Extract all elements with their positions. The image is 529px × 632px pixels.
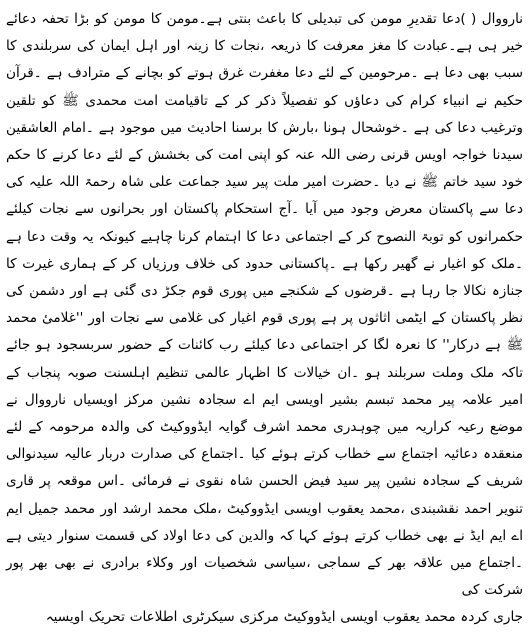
article-body: نارووال ( )دعا تقدیرِ مومن کی تبدیلی کا باعث بنتی ہے۔مومن کا مومن کو بڑا تحفہ دعائے خیر ہی ہے۔عبادت کا مغز معرفت کا ذریعہ ،نجات کا زینہ اور اہل ایمان کی سربلندی کا سبب بھی دعا ہے ۔مرحومین کے لئے دعا مغفرت غرق ہوتے کو بچانے کے مترادف ہے ۔قرآن حکیم نے انبیاء کرام کی دعاؤں کو تفصیلاً ذکر کر کے تاقیامت امت محمدی ﷺ کو تلقین وترغیب دعا کی ہے ۔خوشحال ہونا ،بارش کا برسنا احادیث میں موجود ہے ۔امام العاشقین سیدنا خواجہ اویس قرنی رضی اللہ عنہ کو اپنی امت کی بخشش کے لئے دعا کرنے کا حکم خود سید خاتم ﷺ نے دیا ۔حضرت امیر ملت پیر سید جماعت علی شاہ رحمۃ اللہ علیہ کی دعا سے پاکستان معرض وجود میں آیا ۔آج استحکام پاکستان اور بحرانوں سے نجات کیلئے حکمرانوں کو توبۃ النصوح کر کے اجتماعی دعا کا اہتمام کرنا چاہیے کیونکہ یہ وقت دعا ہے ۔ملک کو اغیار نے گھیر رکھا ہے ۔پاکستانی حدود کی خلاف ورزیاں کر کے ہماری غیرت کا جنازہ نکالا جا رہا ہے ۔قرضوں کے شکنجے میں پوری قوم جکڑ دی گئی ہے اور دشمن کی نظر پاکستان کے ایٹمی اثاثوں پر ہے پوری قوم اغیار کی غلامی سے نجات اور ''غلامیٔ محمد ﷺ ہے درکار'' کا نعرہ لگا کر اجتماعی دعا کیلئے رب کائنات کے حضور سربسجود ہو جائے تاکہ ملک وملت سربلند ہو ۔ان خیالات کا اظہار عالمی تنظیم اہلسنت صوبہ پنجاب کے امیر علامہ پیر محمد تبسم بشیر اویسی ایم اے سجادہ نشین مرکز اویسیاں نارووال نے موضع رعیہ کراریہ میں چوہدری محمد اشرف گوایہ ایڈووکیٹ کی والدہ مرحومہ کے لئے منعقدہ دعائیہ اجتماع سے خطاب کرتے ہوئے کیا ۔اجتماع کی صدارت دربار عالیہ سیدنوالی شریف کے سجادہ نشین پیر سید فیض الحسن شاہ نقوی نے فرمائی ۔اس موقعہ پر قاری تنویر احمد نقشبندی ،محمد یعقوب اویسی ایڈووکیٹ ،ملک محمد ارشد اور محمد جمیل ایم اے ایم ایڈ نے بھی خطاب کرتے ہوئے کہا کہ والدین کی دعا اولاد کی قسمت سنوار دیتی ہے ۔اجتماع میں علاقہ بھر کے سماجی ،سیاسی شخصیات اور وکلاء برادری نے بھی بھر پور شرکت کی <box>6 11 523 599</box>
article-attribution: جاری کردہ محمد یعقوب اویسی ایڈووکیٹ مرکزی سیکرٹری اطلاعات تحریک اویسیہ <box>45 609 523 626</box>
